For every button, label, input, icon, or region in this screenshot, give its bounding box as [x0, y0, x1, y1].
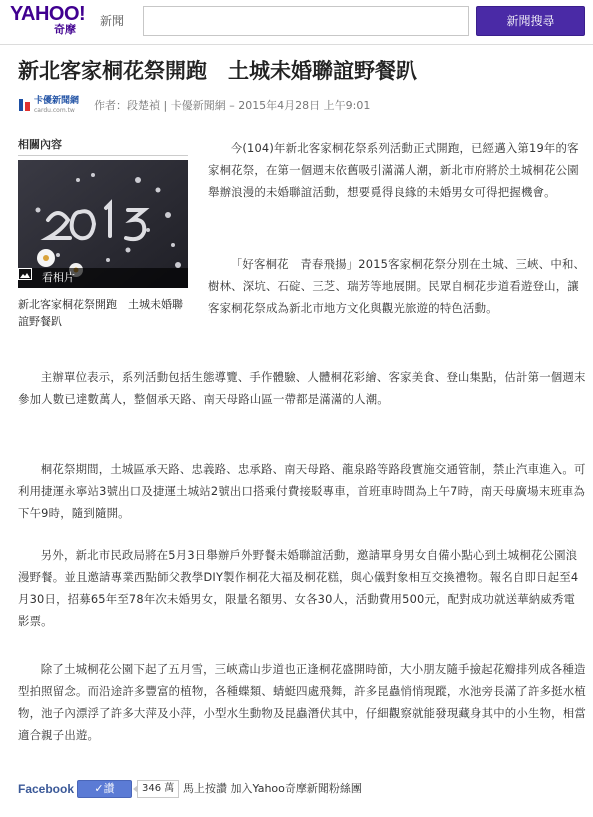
related-divider — [18, 155, 188, 156]
article-paragraph-2: 「好客桐花 青春飛揚」2015客家桐花祭分別在土城、三峽、中和、樹林、深坑、石碇、三芝、瑞芳等地展開。民眾自桐花步道看遊登山，讓客家桐花祭成為新北市地方文化與觀光旅遊的特色活動。 — [208, 257, 586, 315]
yahoo-logo-sub: 奇摩 — [54, 23, 76, 36]
site-header — [0, 0, 593, 44]
like-count: 346 萬 — [137, 780, 179, 798]
article-paragraph-3: 主辦單位表示，系列活動包括生態導覽、手作體驗、人體桐花彩繪、客家美食、登山集點，估計第一個週末參加人數已達數萬人，整個承天路、南天母路山區一帶都是滿滿的人潮。 — [18, 370, 586, 406]
news-search-button[interactable]: 新聞搜尋 — [476, 6, 585, 36]
article-paragraph-4: 桐花祭期間，土城區承天路、忠義路、忠承路、南天母路、龍泉路等路段實施交通管制，禁止汽車進入。可利用捷運永寧站3號出口及捷運土城站2號出口搭乘付費接駁專車，首班車時間為上午7時，南天母廣場末班車為下午9時，隨到隨開。 — [18, 462, 586, 520]
related-thumbnail[interactable] — [18, 160, 188, 288]
thumbnail-caption-bar[interactable] — [18, 268, 188, 288]
source-logo-sub: cardu.com.tw — [34, 107, 75, 114]
yahoo-logo[interactable] — [10, 4, 96, 40]
article-paragraph-6: 除了土城桐花公園下起了五月雪，三峽鳶山步道也正逢桐花盛開時節，大小朋友隨手撿起花瓣排列成各種造型拍照留念。而沿途許多豐富的植物，各種蝶類、蜻蜓四處飛舞，許多昆蟲悄悄現蹤，水池旁長滿了許多挺水植物，池子內漂浮了許多大萍及小萍，小型水生動物及昆蟲潛伏其中，仔細觀察就能發現藏身其中的小生物，相當適合親子出遊。 — [18, 662, 586, 742]
article-title: 新北客家桐花祭開跑 土城未婚聯誼野餐趴 — [18, 58, 417, 83]
source-logo[interactable] — [18, 96, 86, 116]
source-logo-icon — [18, 97, 32, 113]
article-byline — [18, 96, 588, 116]
section-label[interactable]: 新聞 — [100, 14, 125, 28]
article-paragraph-5: 另外，新北市民政局將在5月3日舉辦戶外野餐未婚聯誼活動，邀請單身男女自備小點心到土城桐花公園浪漫野餐。並且邀請專業西點師父教學DIY製作桐花大福及桐花糕，與心儀對象相互交換禮物。報名自即日起至4月30日，招募65年至78年次未婚男女，限量名額男、女各30人，活動費用500元，配對成功就送華納威秀電影票。 — [18, 548, 579, 628]
facebook-like-bar — [18, 779, 588, 799]
facebook-label: Facebook — [18, 782, 75, 796]
yahoo-logo-text: YAHOO! — [10, 3, 86, 25]
article-paragraph-1: 今(104)年新北客家桐花祭系列活動正式開跑，已經邁入第19年的客家桐花祭，在第一個週末依舊吸引滿滿人潮，新北市府將於土城桐花公園舉辦浪漫的未婚聯誼活動，想要覓得良緣的未婚男女可得把握機會。 — [208, 141, 579, 199]
photo-gallery-icon — [18, 268, 32, 280]
header-divider — [0, 44, 593, 45]
facebook-like-button[interactable]: ✓讚 — [77, 780, 132, 798]
source-logo-text: 卡優新聞網 — [34, 96, 80, 106]
view-photos-label: 看相片 — [42, 271, 75, 284]
search-input[interactable] — [143, 6, 469, 36]
byline-text: 作者：段楚禎 | 卡優新聞網 – 2015年4月28日 上午9:01 — [94, 99, 371, 112]
fanpage-invite-text: 馬上按讚 加入Yahoo奇摩新聞粉絲團 — [183, 782, 362, 795]
related-caption-link[interactable]: 新北客家桐花祭開跑 土城未婚聯誼野餐趴 — [18, 298, 183, 328]
related-heading: 相關內容 — [18, 138, 62, 151]
